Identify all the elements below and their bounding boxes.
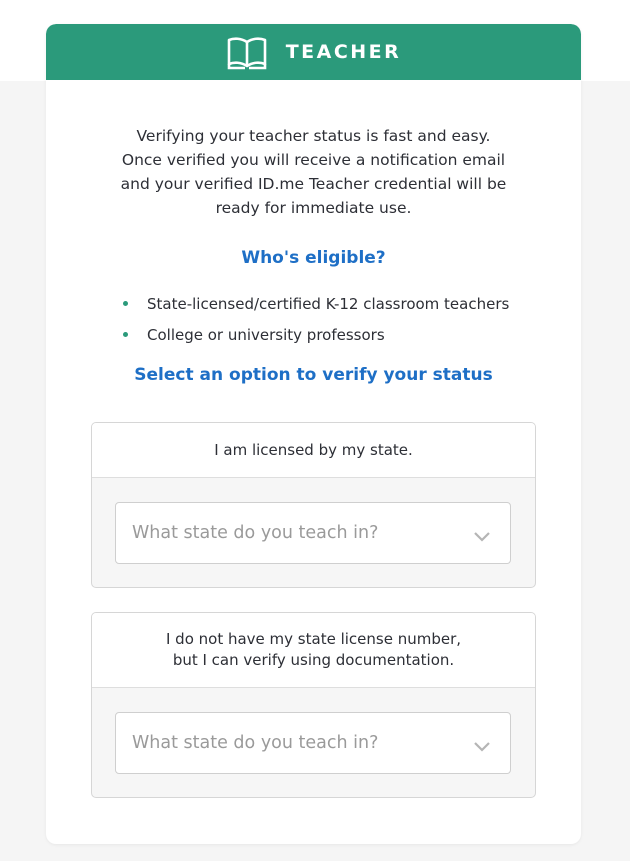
eligible-heading: Who's eligible?: [241, 248, 386, 268]
state-select[interactable]: [115, 502, 511, 564]
option-heading-text: I do not have my state license number,: [165, 630, 462, 648]
option-heading: [92, 613, 535, 688]
bullet-dot-icon: [123, 301, 128, 306]
verification-card: [46, 24, 581, 844]
list-item-text: State-licensed/certified K-12 classroom teachers: [147, 295, 510, 313]
header-title: TEACHER: [285, 41, 402, 63]
intro-line: and your verified ID.me Teacher credential will be: [120, 175, 507, 193]
card-header: [46, 24, 581, 80]
state-select[interactable]: [115, 712, 511, 774]
option-heading-text: I am licensed by my state.: [214, 440, 413, 459]
state-select-placeholder: What state do you teach in?: [132, 733, 379, 753]
chevron-down-icon: [474, 527, 490, 546]
select-option-heading: Select an option to verify your status: [134, 365, 493, 385]
bullet-dot-icon: [123, 332, 128, 337]
option-licensed: [91, 422, 536, 588]
option-heading: [92, 423, 535, 478]
option-documentation: [91, 612, 536, 798]
intro-line: ready for immediate use.: [215, 199, 412, 217]
list-item: [123, 325, 581, 356]
book-icon: [226, 36, 268, 70]
list-item: [123, 294, 581, 325]
intro-line: Verifying your teacher status is fast and easy.: [136, 127, 491, 145]
option-heading-text: but I can verify using documentation.: [172, 651, 455, 669]
state-select-placeholder: What state do you teach in?: [132, 523, 379, 543]
eligible-list: [46, 294, 581, 356]
intro-text: [104, 124, 524, 220]
intro-line: Once verified you will receive a notification email: [121, 151, 506, 169]
chevron-down-icon: [474, 737, 490, 756]
list-item-text: College or university professors: [147, 326, 385, 344]
